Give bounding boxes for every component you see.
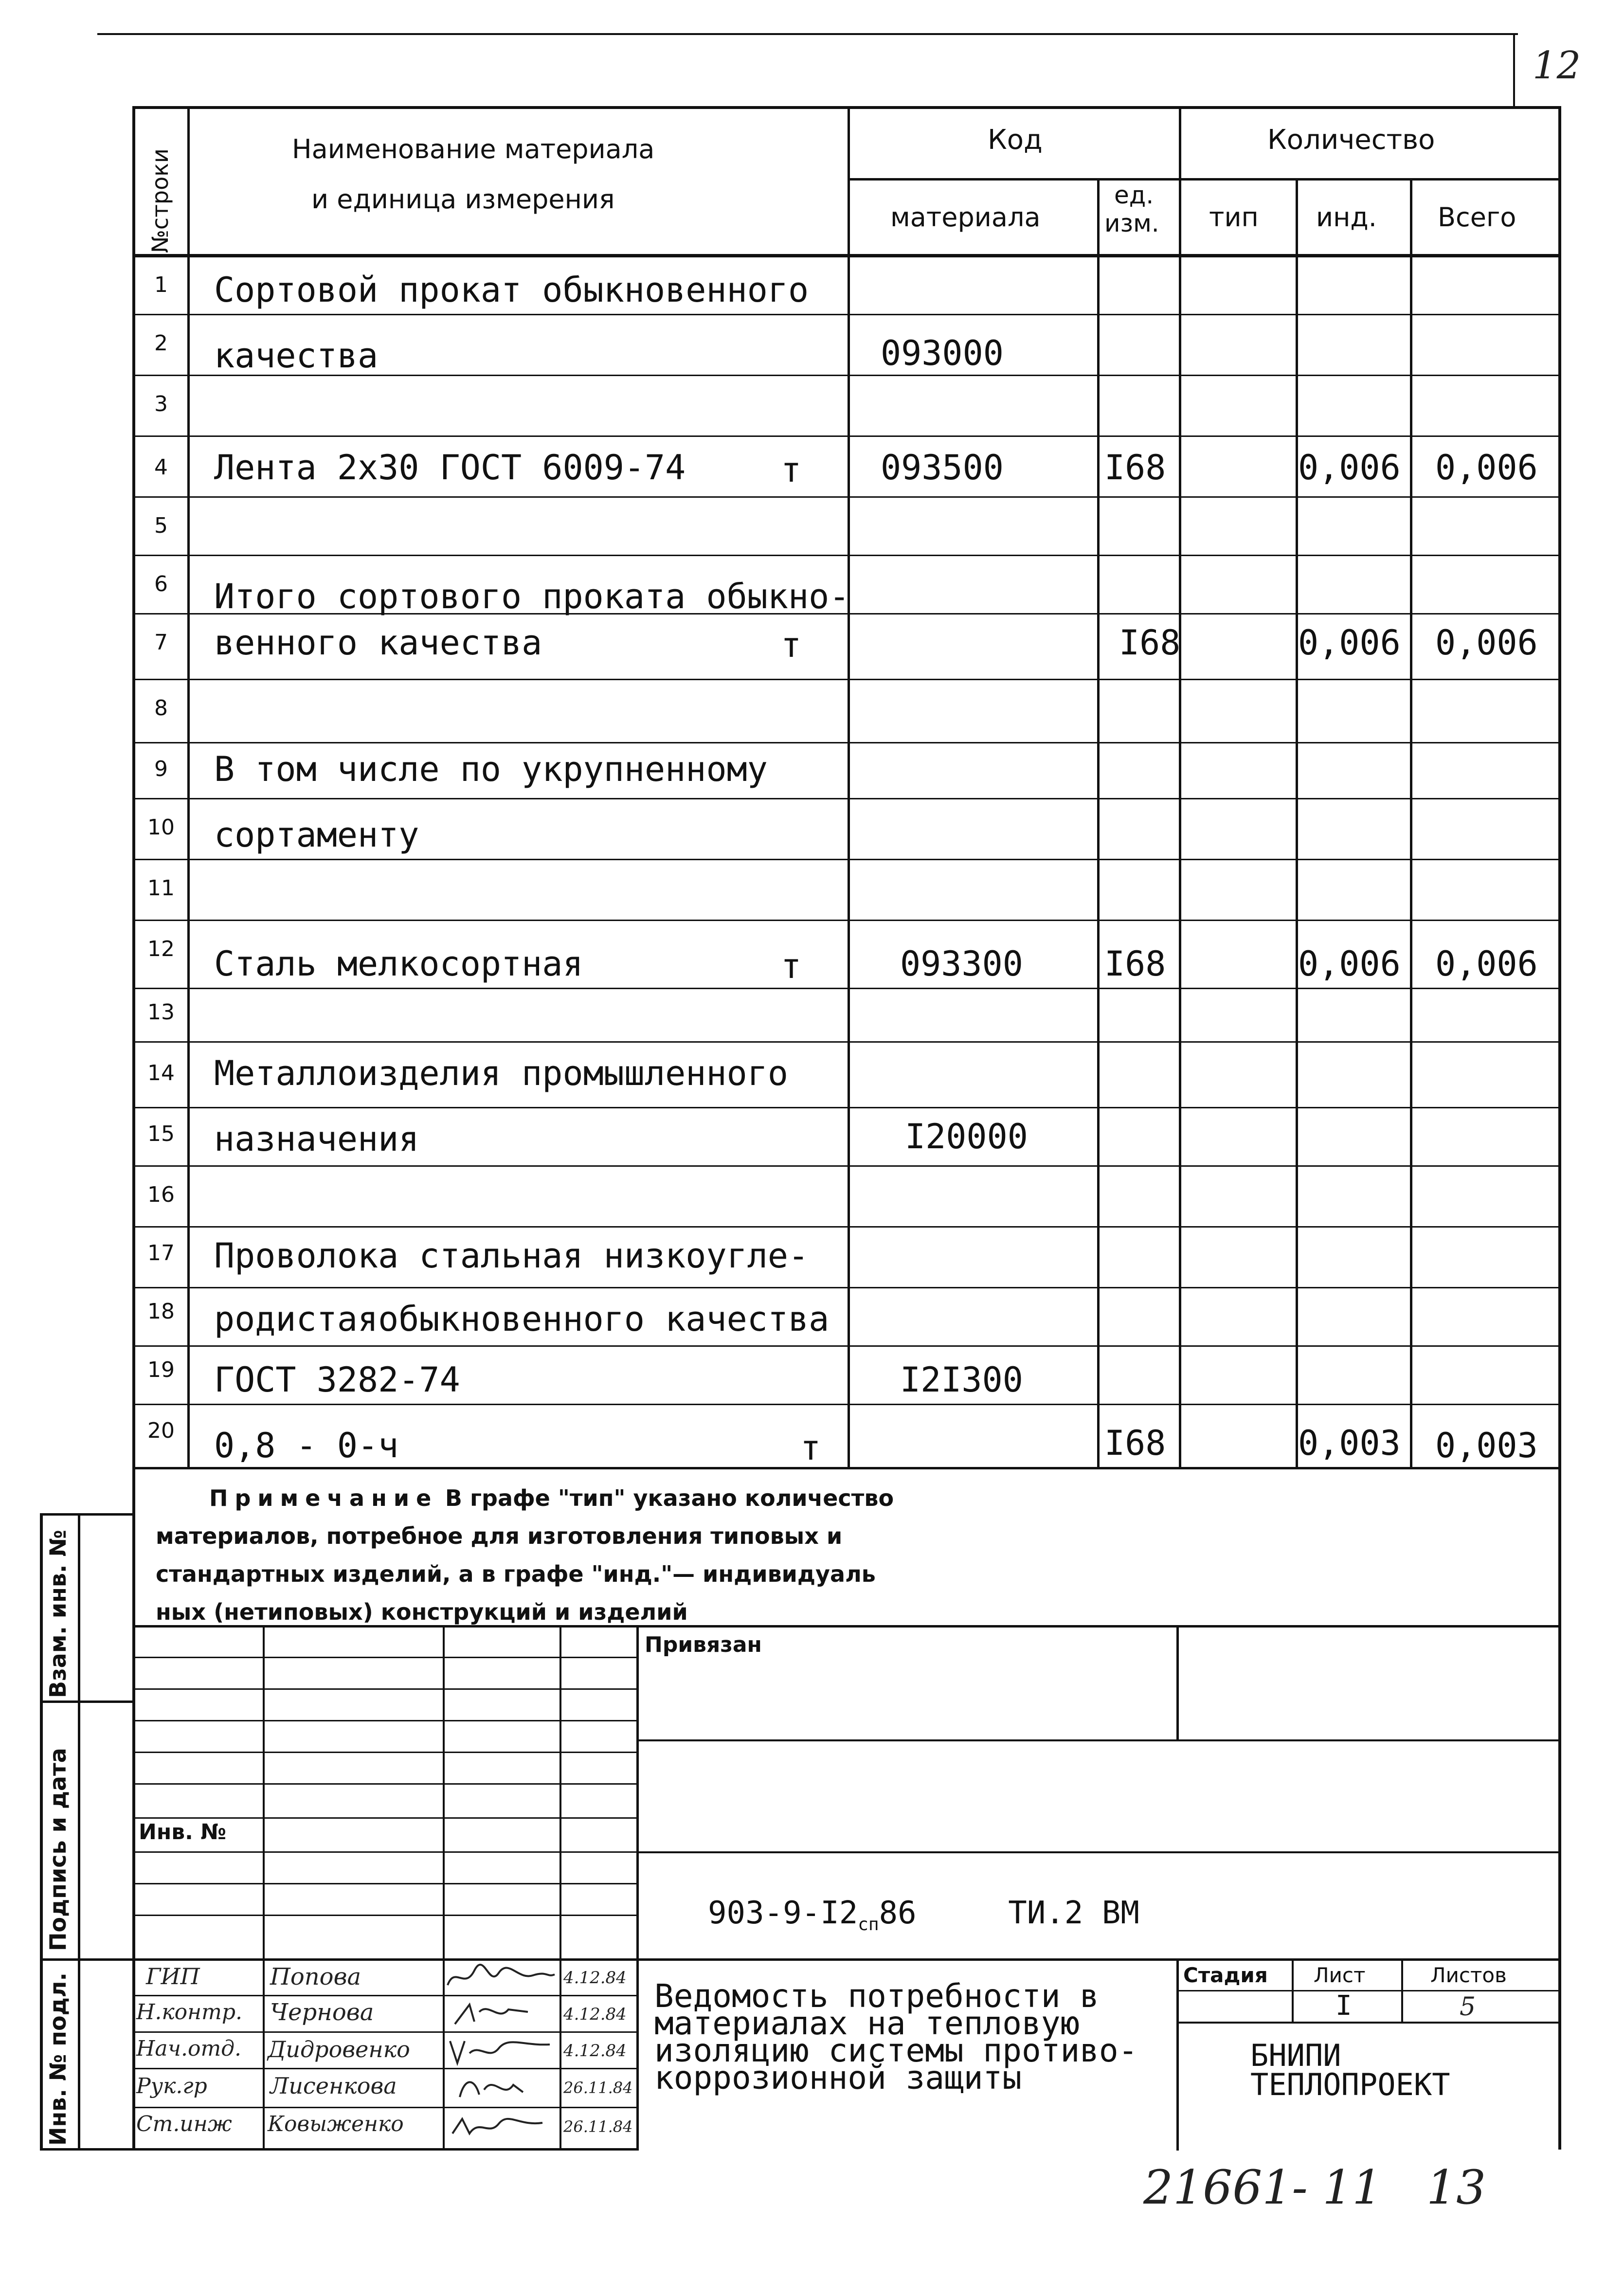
organization (1250, 2038, 1450, 2102)
material-unit: т (781, 625, 802, 665)
sheet-value: I (1335, 1990, 1352, 2022)
title-line: коррозионной защиты (654, 2059, 1022, 2097)
doc-code-main: 903-9-I2 (708, 1895, 858, 1931)
material-name: венного качества (214, 623, 542, 663)
document-title (654, 1977, 1138, 2097)
row-number: 3 (154, 392, 168, 416)
row-number: 6 (154, 572, 168, 597)
material-code: 093000 (881, 333, 1004, 373)
material-code: 093300 (900, 944, 1023, 984)
note-line: материалов, потребное для изготовления типовых и (156, 1523, 843, 1549)
sheet-label: Лист (1314, 1963, 1366, 1987)
bottom-archive-number: 21661- 11 13 (1143, 2160, 1486, 2215)
unit-code: I68 (1104, 448, 1166, 488)
qty-ind: 0,003 (1298, 1423, 1401, 1463)
row-number: 1 (154, 272, 168, 297)
material-name: качества (214, 336, 379, 376)
unit-code: I68 (1119, 623, 1181, 663)
material-unit: т (781, 946, 802, 986)
unit-code: I68 (1104, 1423, 1166, 1463)
signer-name: Чернова (270, 1999, 374, 2026)
signer-name: Попова (270, 1963, 361, 1990)
material-unit: т (781, 450, 802, 490)
signer-role: Н.контр. (136, 2000, 242, 2025)
material-name: 0,8 - 0-ч (214, 1426, 399, 1465)
side-label-vzam: Взам. инв. № (45, 1530, 71, 1698)
side-label-inv-podl: Инв. № подл. (45, 1972, 71, 2146)
note-line: В графе "тип" указано количество (445, 1485, 894, 1511)
material-name: Проволока стальная низкоугле- (214, 1236, 809, 1276)
qty-total-header: Всего (1438, 202, 1516, 233)
signer-date: 26.11.84 (563, 2079, 633, 2097)
signer-role: ГИП (146, 1963, 200, 1990)
sheets-value: 5 (1460, 1992, 1476, 2022)
row-number: 17 (147, 1241, 175, 1266)
note-line: ных (нетиповых) конструкций и изделий (156, 1599, 688, 1625)
code-group-header: Код (988, 124, 1043, 156)
qty-total: 0,006 (1435, 623, 1538, 663)
row-number: 16 (147, 1182, 175, 1207)
material-name: назначения (214, 1119, 419, 1159)
qty-total: 0,006 (1435, 944, 1538, 984)
note-block (156, 1479, 983, 1631)
note-line: стандартных изделий, а в графе "инд."— индивидуаль (156, 1561, 876, 1587)
material-name: сортаменту (214, 815, 419, 855)
title-line: материалах на тепловую (654, 2005, 1080, 2042)
row-number: 13 (147, 1000, 175, 1025)
title-line: Ведомость потребности в (654, 1977, 1099, 2015)
material-code: 093500 (881, 448, 1004, 488)
signature (445, 2070, 557, 2104)
signature (445, 2109, 557, 2143)
signer-date: 26.11.84 (563, 2117, 633, 2136)
row-number: 18 (147, 1299, 175, 1324)
material-name: Металлоизделия промышленного (214, 1053, 789, 1093)
row-number: 5 (154, 513, 168, 538)
material-name: В том числе по укрупненному (214, 749, 768, 789)
material-name: Сталь мелкосортная (214, 944, 583, 984)
material-name: Итого сортового проката обыкно- (214, 577, 850, 616)
signature (445, 1961, 557, 1995)
signer-date: 4.12.84 (563, 1968, 627, 1988)
row-number: 7 (154, 630, 168, 655)
material-code: I20000 (905, 1117, 1028, 1157)
doc-code-sub: сп (858, 1914, 879, 1935)
row-number: 20 (147, 1418, 175, 1443)
signer-name: Ковыженко (268, 2112, 404, 2136)
signature (445, 2034, 557, 2068)
signer-role: Ст.инж (136, 2112, 232, 2136)
row-number-header: №строки (147, 148, 173, 253)
note-title: Примечание (209, 1485, 438, 1511)
doc-code-year: 86 (879, 1895, 917, 1931)
row-number: 9 (154, 757, 168, 781)
row-number: 4 (154, 455, 168, 480)
material-name: ГОСТ 3282-74 (214, 1360, 460, 1400)
stage-label: Стадия (1183, 1963, 1268, 1987)
name-column-header-line1: Наименование материала (292, 134, 655, 164)
row-number: 2 (154, 331, 168, 356)
title-line: изоляцию системы противо- (654, 2032, 1138, 2069)
row-number: 8 (154, 696, 168, 721)
row-number: 12 (147, 937, 175, 961)
signer-role: Нач.отд. (136, 2036, 242, 2061)
material-name: Сортовой прокат обыкновенного (214, 270, 809, 310)
doc-mark: ТИ.2 ВМ (1008, 1895, 1139, 1931)
org-line: ТЕПЛОПРОЕКТ (1250, 2067, 1450, 2102)
inv-no-label: Инв. № (139, 1820, 227, 1845)
code-unit-header-line2: изм. (1104, 209, 1159, 237)
row-number: 11 (147, 876, 175, 901)
signer-role: Рук.гр (136, 2074, 207, 2098)
unit-code: I68 (1104, 944, 1166, 984)
document-code (708, 1895, 1139, 1935)
qty-total: 0,003 (1435, 1426, 1538, 1465)
signer-name: Лисенкова (270, 2073, 397, 2099)
row-number: 19 (147, 1357, 175, 1382)
privyazan-label: Привязан (645, 1632, 762, 1657)
signature (445, 1997, 557, 2031)
code-unit-header-line1: ед. (1114, 181, 1154, 209)
page-number: 12 (1533, 44, 1581, 88)
org-line: БНИПИ (1250, 2038, 1341, 2073)
row-number: 14 (147, 1061, 175, 1085)
qty-ind: 0,006 (1298, 623, 1401, 663)
material-name: Лента 2х30 ГОСТ 6009-74 (214, 448, 686, 488)
material-unit: т (800, 1428, 821, 1468)
qty-type-header: тип (1209, 202, 1259, 233)
row-number: 15 (147, 1121, 175, 1146)
material-code: I2I300 (900, 1360, 1023, 1400)
material-name: родистаяобыкновенного качества (214, 1299, 830, 1339)
qty-total: 0,006 (1435, 448, 1538, 488)
side-label-podpis: Подпись и дата (45, 1748, 71, 1951)
signer-name: Дидровенко (268, 2036, 410, 2062)
sheets-label: Листов (1430, 1963, 1507, 1987)
signer-date: 4.12.84 (563, 2005, 627, 2024)
row-number: 10 (147, 815, 175, 840)
signer-date: 4.12.84 (563, 2041, 627, 2061)
qty-ind-header: инд. (1316, 202, 1377, 233)
name-column-header-line2: и единица измерения (311, 184, 615, 215)
qty-ind: 0,006 (1298, 448, 1401, 488)
code-material-header: материала (890, 202, 1041, 233)
qty-group-header: Количество (1267, 124, 1435, 156)
qty-ind: 0,006 (1298, 944, 1401, 984)
